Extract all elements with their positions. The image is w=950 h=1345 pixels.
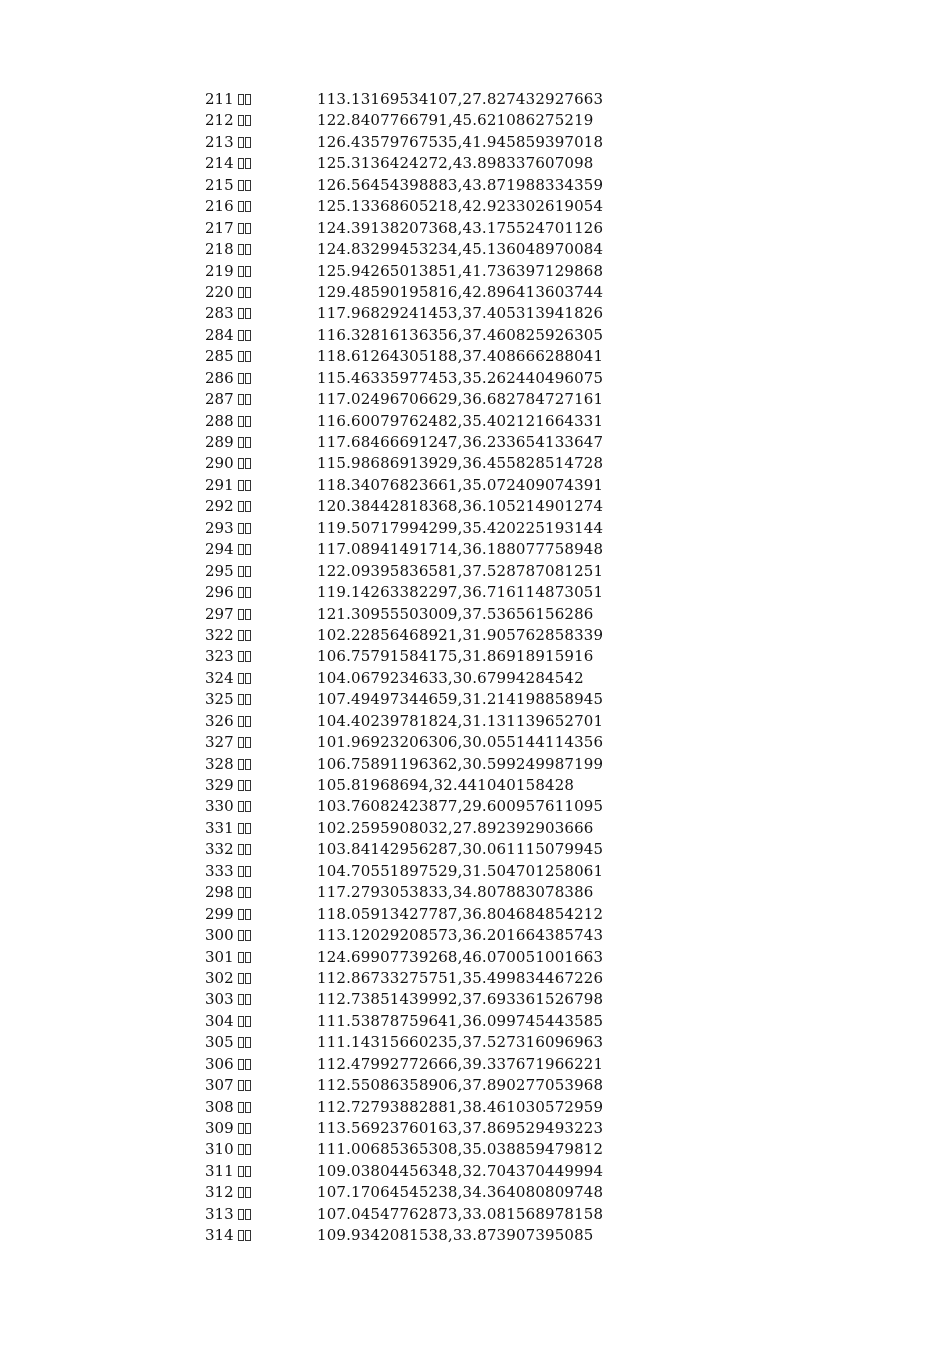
missing-glyph-icon [238,1102,253,1114]
missing-glyph-icon [238,866,253,878]
list-item [205,689,625,710]
row-id: 313 [205,1204,234,1223]
missing-glyph-icon [238,351,253,363]
row-id: 307 [205,1076,234,1095]
missing-glyph-icon [238,694,253,706]
row-id: 304 [205,1011,234,1030]
list-item [205,303,625,324]
row-id: 212 [205,111,234,130]
row-coordinates: 102.2595908032,27.892392903666 [317,818,594,837]
row-coordinates: 120.38442818368,36.105214901274 [317,497,604,516]
missing-glyph-icon [238,780,253,792]
list-item [205,389,625,410]
missing-glyph-icon [238,823,253,835]
list-item [205,668,625,689]
row-id: 286 [205,368,234,387]
list-item [205,796,625,817]
missing-glyph-icon [238,737,253,749]
missing-glyph-icon [238,1144,253,1156]
list-item [205,153,625,174]
row-coordinates: 119.50717994299,35.420225193144 [317,518,604,537]
list-item [205,989,625,1010]
missing-glyph-icon [238,1037,253,1049]
row-id: 297 [205,604,234,623]
row-id: 293 [205,518,234,537]
row-coordinates: 104.0679234633,30.67994284542 [317,668,584,687]
list-item [205,582,625,603]
row-coordinates: 125.94265013851,41.736397129868 [317,261,604,280]
missing-glyph-icon [238,330,253,342]
list-item [205,282,625,303]
row-id: 330 [205,797,234,816]
missing-glyph-icon [238,909,253,921]
row-id: 311 [205,1161,234,1180]
list-item [205,1225,625,1246]
row-coordinates: 111.14315660235,37.527316096963 [317,1033,604,1052]
missing-glyph-icon [238,630,253,642]
missing-glyph-icon [238,137,253,149]
list-item [205,453,625,474]
missing-glyph-icon [238,201,253,213]
list-item [205,1011,625,1032]
row-id: 308 [205,1097,234,1116]
list-item [205,839,625,860]
row-id: 302 [205,968,234,987]
list-item [205,132,625,153]
row-coordinates: 122.09395836581,37.528787081251 [317,561,604,580]
row-id: 294 [205,540,234,559]
missing-glyph-icon [238,180,253,192]
row-coordinates: 122.8407766791,45.621086275219 [317,111,594,130]
row-id: 309 [205,1119,234,1137]
list-item [205,1161,625,1182]
list-item [205,561,625,582]
row-coordinates: 115.46335977453,35.262440496075 [317,368,604,387]
list-item [205,604,625,625]
missing-glyph-icon [238,609,253,621]
missing-glyph-icon [238,651,253,663]
coordinate-list [205,89,625,1247]
row-coordinates: 104.40239781824,31.131139652701 [317,711,604,730]
row-coordinates: 112.55086358906,37.890277053968 [317,1076,604,1095]
row-coordinates: 117.2793053833,34.807883078386 [317,883,594,902]
row-id: 217 [205,218,234,237]
row-coordinates: 116.32816136356,37.460825926305 [317,325,604,344]
row-coordinates: 118.34076823661,35.072409074391 [317,475,604,494]
missing-glyph-icon [238,501,253,513]
row-coordinates: 121.30955503009,37.53656156286 [317,604,594,623]
missing-glyph-icon [238,394,253,406]
list-item [205,411,625,432]
row-id: 287 [205,390,234,409]
row-coordinates: 112.72793882881,38.461030572959 [317,1097,604,1116]
row-id: 314 [205,1226,234,1245]
missing-glyph-icon [238,994,253,1006]
row-id: 325 [205,690,234,709]
missing-glyph-icon [238,437,253,449]
row-coordinates: 124.69907739268,46.070051001663 [317,947,604,966]
row-id: 310 [205,1140,234,1159]
list-item [205,968,625,989]
row-id: 220 [205,282,234,301]
row-id: 291 [205,475,234,494]
row-id: 322 [205,625,234,644]
missing-glyph-icon [238,1080,253,1092]
row-coordinates: 115.98686913929,36.455828514728 [317,454,604,473]
list-item [205,1139,625,1160]
missing-glyph-icon [238,1230,253,1242]
missing-glyph-icon [238,759,253,771]
row-id: 332 [205,840,234,859]
row-coordinates: 107.49497344659,31.214198858945 [317,690,604,709]
row-id: 218 [205,240,234,259]
missing-glyph-icon [238,844,253,856]
row-coordinates: 112.47992772666,39.337671966221 [317,1054,604,1073]
row-coordinates: 103.84142956287,30.061115079945 [317,840,604,859]
row-coordinates: 111.53878759641,36.099745443585 [317,1011,604,1030]
row-coordinates: 119.14263382297,36.716114873051 [317,583,604,602]
row-coordinates: 113.12029208573,36.201664385743 [317,926,604,945]
row-coordinates: 117.02496706629,36.682784727161 [317,390,604,409]
row-coordinates: 113.13169534107,27.827432927663 [317,90,604,108]
row-coordinates: 106.75791584175,31.86918915916 [317,647,594,666]
row-id: 290 [205,454,234,473]
missing-glyph-icon [238,1209,253,1221]
row-id: 283 [205,304,234,323]
row-coordinates: 124.39138207368,43.175524701126 [317,218,604,237]
row-coordinates: 125.3136424272,43.898337607098 [317,154,594,173]
row-coordinates: 116.60079762482,35.402121664331 [317,411,604,430]
row-coordinates: 117.08941491714,36.188077758948 [317,540,604,559]
row-id: 284 [205,325,234,344]
list-item [205,625,625,646]
missing-glyph-icon [238,566,253,578]
missing-glyph-icon [238,458,253,470]
list-item [205,175,625,196]
missing-glyph-icon [238,373,253,385]
row-coordinates: 102.22856468921,31.905762858339 [317,625,604,644]
row-id: 296 [205,583,234,602]
list-item [205,818,625,839]
missing-glyph-icon [238,544,253,556]
row-coordinates: 109.03804456348,32.704370449994 [317,1161,604,1180]
row-id: 298 [205,883,234,902]
list-item [205,1204,625,1225]
list-item [205,239,625,260]
row-id: 285 [205,347,234,366]
list-item [205,646,625,667]
list-item [205,496,625,517]
row-id: 323 [205,647,234,666]
list-item [205,475,625,496]
row-id: 219 [205,261,234,280]
list-item [205,196,625,217]
list-item [205,1097,625,1118]
row-id: 333 [205,861,234,880]
missing-glyph-icon [238,1123,253,1135]
list-item [205,432,625,453]
row-coordinates: 107.04547762873,33.081568978158 [317,1204,604,1223]
list-item [205,947,625,968]
missing-glyph-icon [238,1016,253,1028]
missing-glyph-icon [238,973,253,985]
row-id: 331 [205,818,234,837]
row-id: 288 [205,411,234,430]
row-id: 213 [205,132,234,151]
missing-glyph-icon [238,115,253,127]
missing-glyph-icon [238,587,253,599]
row-id: 289 [205,433,234,451]
row-coordinates: 118.05913427787,36.804684854212 [317,904,604,923]
missing-glyph-icon [238,416,253,428]
missing-glyph-icon [238,480,253,492]
row-coordinates: 117.68466691247,36.233654133647 [317,433,604,451]
row-coordinates: 107.17064545238,34.364080809748 [317,1183,604,1202]
list-item [205,539,625,560]
row-coordinates: 113.56923760163,37.869529493223 [317,1119,604,1137]
list-item [205,904,625,925]
row-coordinates: 125.13368605218,42.923302619054 [317,197,604,216]
list-item [205,218,625,239]
missing-glyph-icon [238,930,253,942]
row-id: 326 [205,711,234,730]
list-item [205,1118,625,1139]
missing-glyph-icon [238,94,253,106]
row-id: 216 [205,197,234,216]
row-id: 328 [205,754,234,773]
list-item [205,1032,625,1053]
missing-glyph-icon [238,287,253,299]
missing-glyph-icon [238,887,253,899]
missing-glyph-icon [238,1166,253,1178]
missing-glyph-icon [238,244,253,256]
row-coordinates: 112.73851439992,37.693361526798 [317,990,604,1009]
row-coordinates: 129.48590195816,42.896413603744 [317,282,604,301]
row-coordinates: 117.96829241453,37.405313941826 [317,304,604,323]
list-item [205,518,625,539]
row-id: 306 [205,1054,234,1073]
row-coordinates: 106.75891196362,30.599249987199 [317,754,604,773]
missing-glyph-icon [238,1059,253,1071]
list-item [205,325,625,346]
row-id: 301 [205,947,234,966]
row-id: 215 [205,175,234,194]
row-coordinates: 103.76082423877,29.600957611095 [317,797,604,816]
list-item [205,1054,625,1075]
list-item [205,711,625,732]
row-id: 292 [205,497,234,516]
missing-glyph-icon [238,266,253,278]
missing-glyph-icon [238,523,253,535]
list-item [205,110,625,131]
list-item [205,861,625,882]
list-item [205,261,625,282]
missing-glyph-icon [238,952,253,964]
list-item [205,346,625,367]
list-item [205,1075,625,1096]
list-item [205,754,625,775]
row-id: 324 [205,668,234,687]
list-item [205,775,625,796]
row-id: 303 [205,990,234,1009]
missing-glyph-icon [238,308,253,320]
row-coordinates: 126.43579767535,41.945859397018 [317,132,604,151]
row-id: 327 [205,733,234,752]
row-id: 214 [205,154,234,173]
row-id: 300 [205,926,234,945]
list-item [205,89,625,110]
list-item [205,732,625,753]
row-coordinates: 101.96923206306,30.055144114356 [317,733,604,752]
list-item [205,882,625,903]
row-id: 299 [205,904,234,923]
row-coordinates: 111.00685365308,35.038859479812 [317,1140,604,1159]
list-item [205,1182,625,1203]
row-coordinates: 124.83299453234,45.136048970084 [317,240,604,259]
missing-glyph-icon [238,716,253,728]
row-coordinates: 105.81968694,32.441040158428 [317,776,575,794]
missing-glyph-icon [238,673,253,685]
row-coordinates: 112.86733275751,35.499834467226 [317,968,604,987]
row-coordinates: 109.9342081538,33.873907395085 [317,1226,594,1245]
row-id: 329 [205,776,234,794]
row-id: 295 [205,561,234,580]
missing-glyph-icon [238,1187,253,1199]
list-item [205,368,625,389]
row-id: 211 [205,90,234,108]
missing-glyph-icon [238,801,253,813]
row-coordinates: 104.70551897529,31.504701258061 [317,861,604,880]
row-id: 305 [205,1033,234,1052]
row-coordinates: 126.56454398883,43.871988334359 [317,175,604,194]
missing-glyph-icon [238,158,253,170]
missing-glyph-icon [238,223,253,235]
list-item [205,925,625,946]
row-id: 312 [205,1183,234,1202]
row-coordinates: 118.61264305188,37.408666288041 [317,347,604,366]
